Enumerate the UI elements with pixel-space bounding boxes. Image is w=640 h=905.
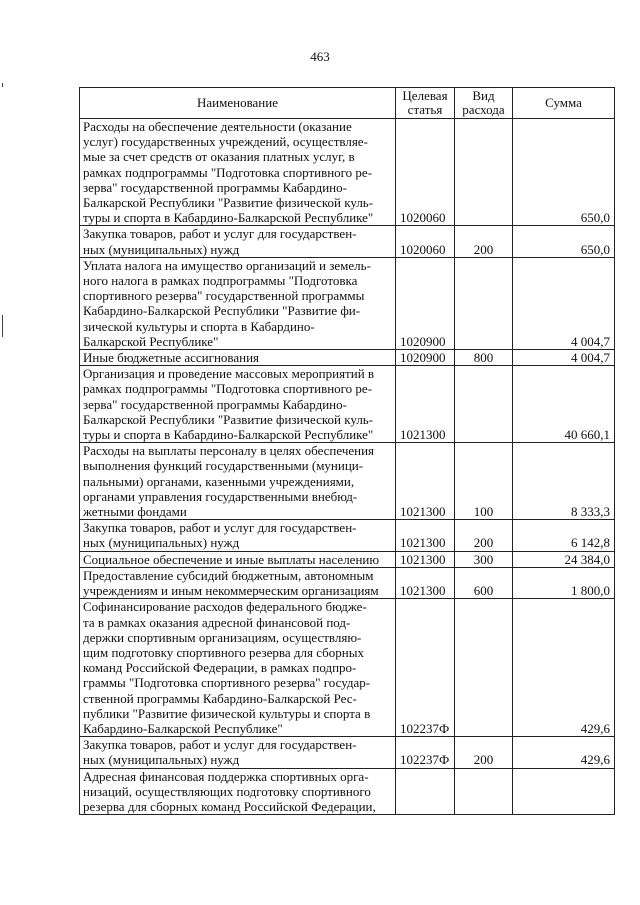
cell-name-line: рамках подпрограммы "Подготовка спортивного ре- [83,164,373,180]
cell-name-line: команд Российской Федерации, в рамках подпро- [83,660,357,676]
cell-name-line: Организация и проведение массовых мероприятий в [83,366,375,382]
cell-type [455,768,513,815]
cell-name-line: Предоставление субсидий бюджетным, автономным [83,567,374,583]
cell-code: 1021300 [396,551,455,567]
cell-name-line: публики "Развитие физической культуры и спорта в [83,705,371,721]
table-body [80,119,615,815]
header-code-line: Целевая [402,88,448,103]
cell-name-line: резерва для сборных команд Российской Федерации, [83,798,376,814]
cell-type: 100 [455,443,513,520]
cell-name-line: Уплата налога на имущество организаций и земель- [83,257,371,273]
table-row [80,551,615,567]
cell-sum: 8 333,3 [513,443,615,520]
cell-name-line: Кабардино-Балкарской Республике" [83,720,283,736]
table-row [80,768,615,815]
cell-sum: 1 800,0 [513,567,615,598]
cell-name [80,366,396,443]
table-row [80,366,615,443]
table-row [80,257,615,349]
cell-sum: 429,6 [513,599,615,737]
cell-name-line: органами управления государственными внебюд- [83,488,358,504]
cell-sum: 650,0 [513,119,615,226]
cell-name-line: Закупка товаров, работ и услуг для государствен- [83,520,357,536]
cell-type [455,119,513,226]
cell-name [80,768,396,815]
table-row [80,567,615,598]
cell-type [455,599,513,737]
header-name: Наименование [80,88,396,119]
cell-name-line: туры и спорта в Кабардино-Балкарской Республике" [83,427,374,443]
header-code-line: статья [407,102,443,117]
cell-name-line: пальными) органами, казенными учреждениями, [83,473,355,489]
cell-name [80,599,396,737]
cell-name-line: держки спортивным организациям, осуществляю- [83,629,362,645]
table-row [80,119,615,226]
cell-sum [513,768,615,815]
cell-name-line: ного налога в рамках подпрограммы "Подготовка [83,273,358,289]
cell-code: 102237Ф [396,599,455,737]
cell-name-line: Кабардино-Балкарской Республики "Развитие фи- [83,303,361,319]
cell-name-line: граммы "Подготовка спортивного резерва" государ- [83,675,371,691]
table-row [80,599,615,737]
cell-name-line: ных (муниципальных) нужд [83,241,240,257]
cell-name [80,520,396,551]
cell-name-line: ных (муниципальных) нужд [83,535,240,551]
cell-name [80,350,396,366]
cell-name-line: зерва" государственной программы Кабардино- [83,179,347,195]
cell-name-line: Балкарской Республике" [83,333,219,349]
cell-name-line: выполнения функций государственными (муници- [83,458,364,474]
cell-name-line: услуг) государственных учреждений, осуществляе- [83,134,368,150]
page-number: 463 [310,49,330,64]
cell-name-line: ственной программы Кабардино-Балкарской Рес- [83,690,357,706]
cell-name-line: жетными фондами [83,504,187,520]
cell-name-line: Софинансирование расходов федерального бюдже- [83,599,367,615]
cell-name [80,567,396,598]
table-row [80,737,615,768]
cell-name-line: туры и спорта в Кабардино-Балкарской Республике" [83,210,374,226]
cell-type: 600 [455,567,513,598]
cell-name-line: Расходы на выплаты персоналу в целях обеспечения [83,443,375,459]
cell-code: 1021300 [396,520,455,551]
cell-name-line: спортивного резерва" государственной программы [83,288,365,304]
cell-name-line: Балкарской Республики "Развитие физической куль- [83,411,374,427]
cell-name-line: рамках подпрограммы "Подготовка спортивного ре- [83,381,373,397]
cell-type: 200 [455,737,513,768]
cell-name-line: Закупка товаров, работ и услуг для государствен- [83,226,357,242]
cell-sum: 429,6 [513,737,615,768]
cell-name [80,119,396,226]
cell-name-line: Закупка товаров, работ и услуг для государствен- [83,737,357,753]
header-type [455,88,513,119]
table-row [80,350,615,366]
cell-name [80,257,396,349]
cell-name-line: Адресная финансовая поддержка спортивных орга- [83,768,369,784]
header-sum: Сумма [513,88,615,119]
cell-code: 1020060 [396,226,455,257]
cell-name-line: зической культуры и спорта в Кабардино- [83,318,315,334]
cell-name-line: Иные бюджетные ассигнования [83,350,260,366]
cell-sum: 650,0 [513,226,615,257]
cell-type: 200 [455,226,513,257]
cell-code: 1021300 [396,366,455,443]
cell-code [396,768,455,815]
cell-name-line: Расходы на обеспечение деятельности (оказание [83,119,352,134]
cell-name-line: та в рамках оказания адресной финансовой под- [83,614,351,630]
cell-code: 1020900 [396,257,455,349]
cell-name [80,551,396,567]
cell-code: 102237Ф [396,737,455,768]
cell-code: 1020060 [396,119,455,226]
table-header-row [80,88,615,119]
cell-code: 1020900 [396,350,455,366]
table-row [80,520,615,551]
header-type-line: Вид [472,88,495,103]
header-type-line: расхода [462,102,505,117]
cell-name-line: ных (муниципальных) нужд [83,752,240,768]
cell-name [80,226,396,257]
cell-type [455,257,513,349]
cell-name [80,737,396,768]
table-row [80,443,615,520]
header-code [396,88,455,119]
cell-type: 800 [455,350,513,366]
cell-sum: 4 004,7 [513,350,615,366]
cell-name [80,443,396,520]
margin-mark [2,83,3,87]
table-row [80,226,615,257]
cell-name-line: мые за счет средств от оказания платных услуг, в [83,149,355,165]
cell-name-line: Социальное обеспечение и иные выплаты населению [83,551,380,567]
cell-code: 1021300 [396,567,455,598]
cell-type [455,366,513,443]
cell-type: 300 [455,551,513,567]
margin-mark [2,315,3,337]
cell-type: 200 [455,520,513,551]
cell-code: 1021300 [396,443,455,520]
cell-name-line: щим подготовку спортивного резерва для сборных [83,644,364,660]
cell-name-line: Балкарской Республики "Развитие физической куль- [83,195,374,211]
cell-sum: 24 384,0 [513,551,615,567]
cell-sum: 40 660,1 [513,366,615,443]
budget-table [79,87,615,815]
cell-name-line: низаций, осуществляющих подготовку спортивного [83,783,371,799]
cell-name-line: учреждениям и иным некоммерческим организациям [83,583,379,599]
cell-name-line: зерва" государственной программы Кабардино- [83,396,347,412]
cell-sum: 4 004,7 [513,257,615,349]
cell-sum: 6 142,8 [513,520,615,551]
